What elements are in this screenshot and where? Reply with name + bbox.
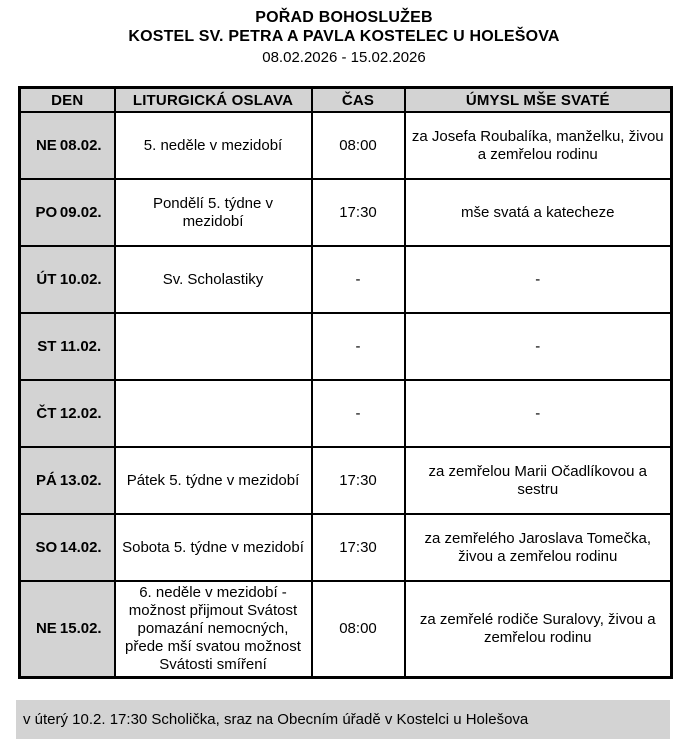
page-title: POŘAD BOHOSLUŽEB [255, 9, 433, 26]
celebration-cell: Sobota 5. týdne v mezidobí [115, 514, 312, 581]
intention-cell: za Josefa Roubalíka, manželku, živou a zemřelou rodinu [405, 112, 672, 179]
schedule-table [18, 86, 673, 679]
celebration-cell [115, 313, 312, 380]
day-cell [20, 246, 115, 313]
day-date: 08.02. [59, 136, 102, 154]
day-cell [20, 179, 115, 246]
day-abbr: NE [35, 136, 57, 154]
column-header-day: DEN [20, 88, 115, 113]
header-block [0, 0, 688, 67]
footer-note-text: v úterý 10.2. 17:30 Scholička, sraz na Obecním úřadě v Kostelci u Holešova [23, 711, 529, 728]
date-range: 08.02.2026 - 15.02.2026 [262, 49, 426, 66]
time-cell: - [312, 313, 405, 380]
day-cell [20, 447, 115, 514]
column-header-intention: ÚMYSL MŠE SVATÉ [405, 88, 672, 113]
table-row [20, 514, 672, 581]
table-row [20, 179, 672, 246]
intention-cell: - [405, 313, 672, 380]
column-header-celebration: LITURGICKÁ OSLAVA [115, 88, 312, 113]
time-cell: 08:00 [312, 581, 405, 678]
day-date: 13.02. [59, 471, 102, 489]
day-abbr: NE [35, 620, 57, 637]
day-abbr: ČT [36, 404, 57, 422]
time-cell: 17:30 [312, 179, 405, 246]
day-date: 12.02. [59, 404, 102, 422]
table-row [20, 447, 672, 514]
celebration-cell [115, 380, 312, 447]
time-cell: 08:00 [312, 112, 405, 179]
celebration-cell: Pondělí 5. týdne v mezidobí [115, 179, 312, 246]
day-date: 09.02. [59, 203, 102, 221]
church-title: KOSTEL SV. PETRA A PAVLA KOSTELEC U HOLEŠOVA [128, 28, 560, 45]
table-row [20, 313, 672, 380]
time-cell: - [312, 246, 405, 313]
intention-cell: - [405, 380, 672, 447]
day-abbr: PÁ [35, 471, 57, 489]
intention-cell: za zemřelé rodiče Suralovy, živou a zemřelou rodinu [405, 581, 672, 678]
column-header-time: ČAS [312, 88, 405, 113]
celebration-cell: Pátek 5. týdne v mezidobí [115, 447, 312, 514]
table-row [20, 246, 672, 313]
day-cell [20, 380, 115, 447]
table-row [20, 581, 672, 678]
header-row [20, 88, 672, 113]
footer-note-bar [16, 700, 670, 739]
day-date: 10.02. [59, 270, 102, 288]
intention-cell: mše svatá a katecheze [405, 179, 672, 246]
intention-cell: za zemřelého Jaroslava Tomečka, živou a zemřelou rodinu [405, 514, 672, 581]
celebration-cell: 6. neděle v mezidobí - možnost přijmout Svátost pomazání nemocných, přede mší svatou možnost Svátosti smíření [115, 581, 312, 678]
time-cell: 17:30 [312, 514, 405, 581]
day-abbr: ÚT [36, 270, 57, 288]
day-cell [20, 514, 115, 581]
time-cell: - [312, 380, 405, 447]
day-abbr: PO [35, 203, 58, 221]
celebration-cell: Sv. Scholastiky [115, 246, 312, 313]
intention-cell: za zemřelou Marii Očadlíkovou a sestru [405, 447, 672, 514]
day-date: 14.02. [59, 538, 102, 556]
day-cell [20, 581, 115, 678]
table-row [20, 112, 672, 179]
time-cell: 17:30 [312, 447, 405, 514]
table-row [20, 380, 672, 447]
day-abbr: ST [37, 337, 57, 355]
day-cell [20, 112, 115, 179]
day-cell [20, 313, 115, 380]
intention-cell: - [405, 246, 672, 313]
day-date: 15.02. [59, 620, 102, 637]
day-abbr: SO [35, 538, 58, 556]
celebration-cell: 5. neděle v mezidobí [115, 112, 312, 179]
day-date: 11.02. [60, 337, 102, 355]
